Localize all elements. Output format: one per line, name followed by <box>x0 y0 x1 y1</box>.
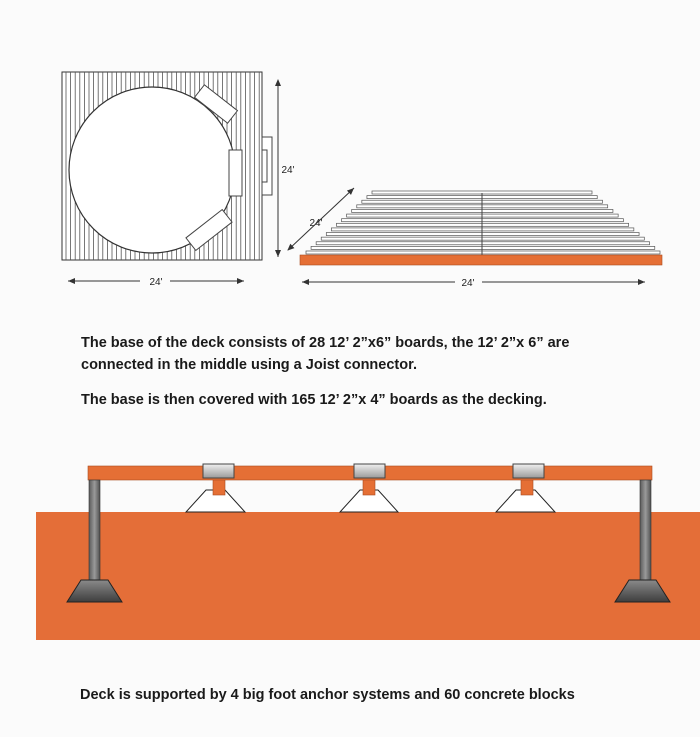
description-line-2: connected in the middle using a Joist connector. <box>81 357 417 373</box>
top-view <box>62 72 295 288</box>
deck-plank <box>306 251 660 254</box>
top-view-height-label: 24' <box>281 165 295 176</box>
top-view-step-inner <box>262 150 267 182</box>
anchor-post-right <box>640 480 651 582</box>
deck-plank <box>331 228 633 231</box>
joist-connector <box>203 464 234 478</box>
deck-plank <box>316 242 649 245</box>
ground-shade <box>36 512 700 640</box>
top-view-bench-middle <box>229 150 242 196</box>
deck-plank <box>311 246 655 249</box>
side-view <box>288 188 662 289</box>
deck-plank <box>321 237 644 240</box>
joist-connector <box>513 464 544 478</box>
deck-plank <box>326 233 639 236</box>
block-support <box>363 479 375 495</box>
footer-caption: Deck is supported by 4 big foot anchor systems and 60 concrete blocks <box>80 687 575 703</box>
anchor-post-left <box>89 480 100 582</box>
description-line-3: The base is then covered with 165 12’ 2”x 4” boards as the decking. <box>81 392 547 408</box>
side-view-depth-label: 24' <box>309 218 323 229</box>
top-view-width-label: 24' <box>149 277 163 288</box>
block-support <box>213 479 225 495</box>
deck-plank <box>336 223 628 226</box>
cross-section <box>36 464 700 640</box>
side-view-deck-planks <box>306 191 660 254</box>
side-view-base-beam <box>300 255 662 265</box>
block-support <box>521 479 533 495</box>
joist-connector <box>354 464 385 478</box>
side-view-width-label: 24' <box>461 278 475 289</box>
description-line-1: The base of the deck consists of 28 12’ 2”x6” boards, the 12’ 2”x 6” are <box>81 335 570 351</box>
